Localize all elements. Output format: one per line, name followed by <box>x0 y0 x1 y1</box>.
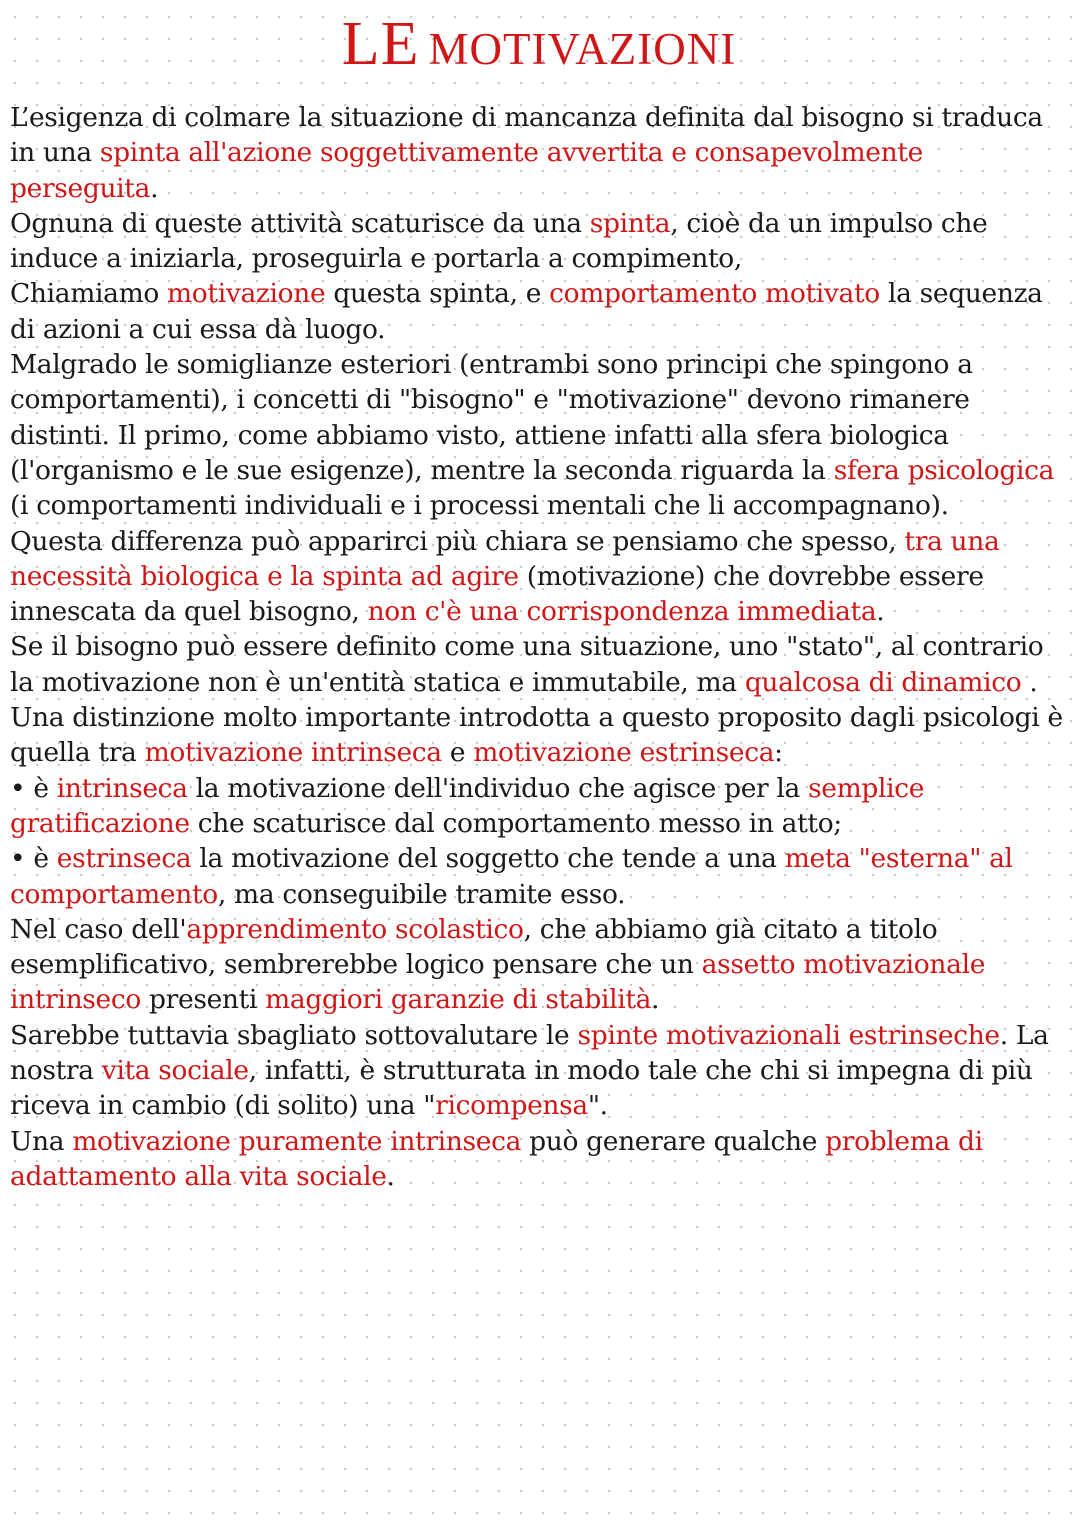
highlighted-term: sfera psicologica <box>833 454 1055 486</box>
paragraph <box>10 524 1068 630</box>
paragraph <box>10 206 1068 277</box>
paragraph <box>10 841 1068 912</box>
paragraph <box>10 771 1068 842</box>
text-run: la sequenza di azioni a cui essa dà luogo. <box>10 278 1043 345</box>
text-run: che scaturisce dal comportamento messo in atto; <box>189 807 842 839</box>
text-run: . La nostra <box>10 1019 1049 1087</box>
highlighted-term: meta "esterna" al comportamento <box>10 843 1013 910</box>
text-run: L’esigenza di colmare la situazione di mancanza definita dal bisogno si traduca in una <box>10 102 1043 169</box>
paragraph <box>10 1124 1068 1195</box>
highlighted-term: ricompensa <box>435 1090 588 1122</box>
text-run: la motivazione dell'individuo che agisce per la <box>187 772 809 804</box>
highlighted-term: maggiori garanzie di stabilità <box>265 984 652 1016</box>
highlighted-term: spinta all'azione soggettivamente avvertita e consapevolmente perseguita <box>10 137 923 204</box>
text-run: (i comportamenti individuali e i processi mentali che li accompagnano). <box>10 490 949 522</box>
text-run: Questa differenza può apparirci più chiara se pensiamo che spesso, <box>10 525 905 557</box>
text-run: , che abbiamo già citato a titolo esemplificativo, sembrerebbe logico pensare che un <box>10 913 938 981</box>
text-run: (motivazione) che dovrebbe essere innescata da quel bisogno, <box>10 560 984 628</box>
text-run: ". <box>587 1090 608 1122</box>
highlighted-term: tra una necessità biologica e la spinta ad agire <box>10 525 1000 592</box>
text-run: Una distinzione molto importante introdotta a questo proposito dagli psicologi è quella tra <box>10 702 1063 769</box>
paragraph <box>10 100 1068 206</box>
highlighted-term: qualcosa di dinamico <box>744 666 1022 698</box>
text-run: la motivazione del soggetto che tende a una <box>191 843 785 875</box>
text-run: Malgrado le somiglianze esteriori (entrambi sono principi che spingono a comportamenti), i concetti di "bisogno" e "motivazione" devono rimanere distinti. Il primo, come abbiamo visto, attiene infatti alla sfera biologica (l'organismo e le sue esigenze), mentre la seconda riguarda la <box>10 349 973 486</box>
text-run: . <box>1021 666 1038 698</box>
title-first-letters: LE <box>341 10 420 78</box>
highlighted-term: semplice gratificazione <box>10 772 925 839</box>
paragraph <box>10 276 1068 347</box>
highlighted-term: assetto motivazionale intrinseco <box>10 949 986 1016</box>
text-run: Ognuna di queste attività scaturisce da una <box>10 207 590 239</box>
text-run: questa spinta, e <box>325 278 550 310</box>
highlighted-term: motivazione estrinseca <box>473 737 775 769</box>
text-run: , cioè da un impulso che induce a iniziarla, proseguirla e portarla a compimento, <box>10 207 988 275</box>
text-run: . <box>150 172 159 204</box>
text-run: . <box>386 1160 395 1192</box>
text-run: , ma conseguibile tramite esso. <box>217 878 626 910</box>
paragraph <box>10 1018 1068 1124</box>
highlighted-term: vita sociale <box>101 1055 249 1087</box>
text-run: . <box>876 596 885 628</box>
paragraph <box>10 347 1068 523</box>
highlighted-term: estrinseca <box>56 843 192 875</box>
text-run: Nel caso dell' <box>10 913 187 945</box>
page-title <box>10 0 1068 80</box>
text-run: e <box>441 737 474 769</box>
paragraph <box>10 629 1068 700</box>
note-body <box>10 100 1068 1194</box>
highlighted-term: spinta <box>589 207 671 239</box>
highlighted-term: non c'è una corrispondenza immediata <box>367 596 877 628</box>
paragraph <box>10 912 1068 1018</box>
text-run: . <box>651 984 660 1016</box>
text-run: • è <box>10 843 57 875</box>
paragraph <box>10 700 1068 771</box>
text-run: , infatti, è strutturata in modo tale che chi si impegna di più riceva in cambio (di solito) una " <box>10 1055 1033 1122</box>
text-run: può generare qualche <box>521 1125 826 1157</box>
text-run: Una <box>10 1125 73 1157</box>
highlighted-term: motivazione intrinseca <box>144 737 442 769</box>
highlighted-term: intrinseca <box>56 772 188 804</box>
text-run: presenti <box>140 984 266 1016</box>
highlighted-term: problema di adattamento alla vita sociale <box>10 1125 983 1192</box>
highlighted-term: apprendimento scolastico <box>186 913 524 945</box>
text-run: • è <box>10 772 57 804</box>
text-run: : <box>774 737 783 769</box>
highlighted-term: comportamento motivato <box>549 278 880 310</box>
text-run: Se il bisogno può essere definito come una situazione, uno "stato", al contrario la motivazione non è un'entità statica e immutabile, ma <box>10 631 1044 698</box>
highlighted-term: spinte motivazionali estrinseche <box>577 1019 1000 1051</box>
highlighted-term: motivazione <box>167 278 326 310</box>
title-rest: MOTIVAZIONI <box>428 24 737 74</box>
text-run: Sarebbe tuttavia sbagliato sottovalutare le <box>10 1019 578 1051</box>
text-run: Chiamiamo <box>10 278 168 310</box>
highlighted-term: motivazione puramente intrinseca <box>72 1125 522 1157</box>
